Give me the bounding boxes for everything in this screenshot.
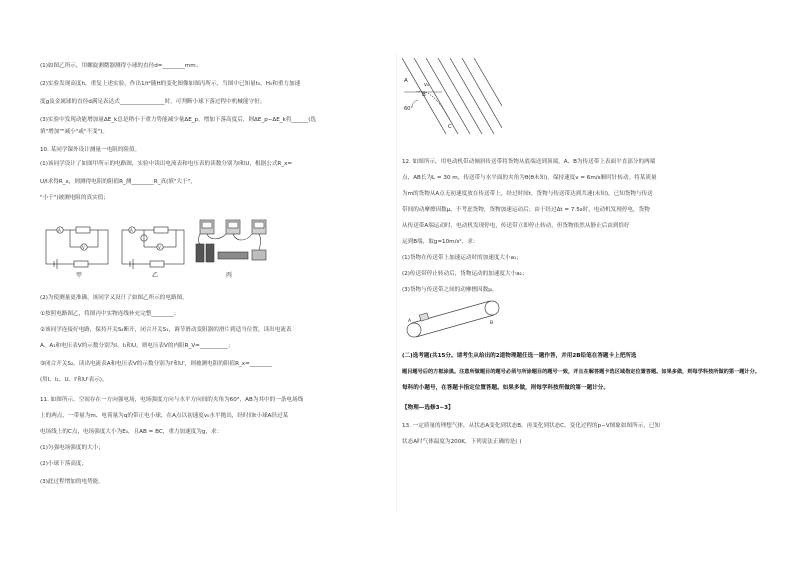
q11-part2: (2)小球下落高度； <box>40 461 88 467</box>
q11-title: 11. 如图所示，空间存在一方向强电场，电场强度方向与水平方向间的夹角为60°，AB为其中的一条电场线 <box>40 397 304 403</box>
q10-title: 10. 某同学课外设计测量一电阻的阻值。 <box>40 147 141 153</box>
q12-part2: (2)传送带停止转动后，货物运动的加速度大小a₂； <box>402 271 528 277</box>
circuit-bing <box>196 220 266 262</box>
label-yi: 乙 <box>152 272 159 278</box>
conveyor-figure <box>404 298 504 342</box>
q13-body-b: 状态A时气体温度为200K，下列说法正确的是( ) <box>402 439 522 445</box>
point-a-belt-label: A <box>408 319 412 324</box>
q9-part3a: (3)实验中发现动能增加量ΔE_k总是稍小于重力势能减少量ΔE_p，增加下落高度后，则ΔE_p−ΔE_k将______(选 <box>40 117 316 123</box>
q12-body-a: 点，AB长为L = 30 m，传送带与水平面的夹角为θ(θ未知)，保持速度v = 6m/s顺时针转动。将某质量 <box>402 175 657 181</box>
q10-part2-2a: ②该同学连接好电路，保持开关S₂断开，闭合开关S₁，调节滑动变阻器的滑片到适当位置，读出电流表 <box>40 327 292 333</box>
section-title: 【物理—选修3−3】 <box>402 405 454 411</box>
point-c-label: C <box>448 124 452 130</box>
q10-part2-2b: A、A₁和电压表V的示数分别为I、I₁和U，则电压表V的内阻R_V=__________； <box>40 343 234 349</box>
q10-part2: (2)为使测量更准确，该同学又设计了如图乙所示的电路图。 <box>40 295 188 301</box>
column-divider <box>396 52 397 512</box>
q9-part2a: (2)实验发现高度h，重复上述实验，作出1/t²随H的变化图像如图丙所示，当图中已知量t₀、H₀和重力加速 <box>40 81 301 87</box>
angle-label: 60° <box>404 106 413 112</box>
elective-instructions-b: 题目题号后的方框涂黑。注意所做题目的题号必须与所涂题目的题号一致，并且在解答题卡选区域指定位置答题。如果多做，则每学科按所做的第一题计分。 <box>402 369 760 375</box>
q11-body-a: 上的两点，一带量为m、电荷量为q的带正电小球，在A点以初速度v₀水平抛出，经时间t小球A经过某 <box>40 413 289 419</box>
voltmeter-v-label: V <box>82 245 85 250</box>
label-jia: 甲 <box>76 272 83 278</box>
angle-arc <box>412 100 418 106</box>
voltmeter-v-label-yi: V <box>158 245 161 250</box>
v0-label: v₀ <box>424 82 429 88</box>
circuit-figures <box>40 216 270 278</box>
q10-part1c: "小于")被测电阻的真实值； <box>40 195 109 201</box>
q10-part2-1: ①按照电路图乙，将图丙中实物连线补充完整________； <box>40 311 180 317</box>
q11-part3: (3)此过程增加的电势能。 <box>40 479 104 485</box>
label-bing: 丙 <box>226 272 233 278</box>
circuit-yi <box>122 227 184 269</box>
q10-part1a: (1)该同学设计了如图甲所示的电路图，实验中读出电流表和电压表的读数分别为I和U，根据公式R_x= <box>40 161 293 167</box>
ammeter-a-label: A <box>58 228 61 233</box>
cargo-box <box>419 313 428 321</box>
q12-body-d: 从传送带A端运动时，电动机发现停电，传送带立即停止转动，但货物依然从静止后由到恰好 <box>402 223 630 229</box>
q11-body-b: 电场线上的C点，电场强度大小为E₀，且AB = BC，重力加速度为g，求： <box>40 429 223 435</box>
q10-part2-3b: (用I、I₁、U、I'和U'表示)。 <box>40 377 108 383</box>
elective-instructions-a: (二)选考题(共15分。请考生从给出的2道物理题任选一题作答，并用2B铅笔在答题卡上把所选 <box>402 353 637 359</box>
q9-part3b: 填"增加""减小"或"不变")。 <box>40 129 108 135</box>
q12-title: 12. 如图所示，用电动机带动倾斜传送带将货物从底端送到顶端，A、B为传送带上表面平直部分的两端 <box>402 159 656 165</box>
q12-body-b: 为m的货物从A点无初速度放在传送带上，经过时间t，货物与传送带达到共速(未知)，已知货物与传送 <box>402 191 653 197</box>
point-b-label: B <box>422 92 426 98</box>
top-pulley <box>485 301 499 315</box>
q12-body-c: 带间的动摩擦因数μ，不考虑货物，货物加速运动后；由于经过Δt = 7.5s时，电动机发现停电，货物 <box>402 207 650 213</box>
q9-part2b: 度g及金属球的直径d满足表达式________________时，可判断小球下落过程中机械能守恒； <box>40 99 266 105</box>
elective-instructions-c: 每科的小题号，在答题卡指定位置答题。如果多做，则每学科按所做的第一题计分。 <box>402 385 609 391</box>
electric-field-figure <box>402 58 502 140</box>
q12-part3: (3)货物与传送带之间的动摩擦因数μ。 <box>402 287 498 293</box>
circuit-jia <box>46 227 108 269</box>
q12-body-e: 运到B端，取g=10m/s²，求： <box>402 239 479 245</box>
point-b-belt-label: B <box>490 321 494 326</box>
field-lines <box>402 58 502 134</box>
q12-part1: (1)货物在传送带上加速运动时的加速度大小a₁； <box>402 255 522 261</box>
point-a-label: A <box>404 78 408 84</box>
q9-part1: (1)如图乙所示，用螺旋测微器测得小球的直径d=________mm； <box>40 63 202 69</box>
q13-body-a: 13. 一定质量的理想气体，从状态A变化到状态B，再变化到状态C，变化过程的p−V图象如图所示，已知 <box>402 423 661 429</box>
q10-part2-3a: ③闭合开关S₂，读出电流表A和电压表V的示数分别为I'和U'，则被测电阻的阻值R_x=________ <box>40 361 273 367</box>
ammeter-a-label-yi: A <box>130 228 133 233</box>
bottom-pulley <box>407 323 421 337</box>
q11-part1: (1)匀强电场强度的大小； <box>40 445 104 451</box>
q10-part1b: U/I求得R_x，则测得电阻的阻值R_测________R_真(填"大于"， <box>40 179 196 185</box>
